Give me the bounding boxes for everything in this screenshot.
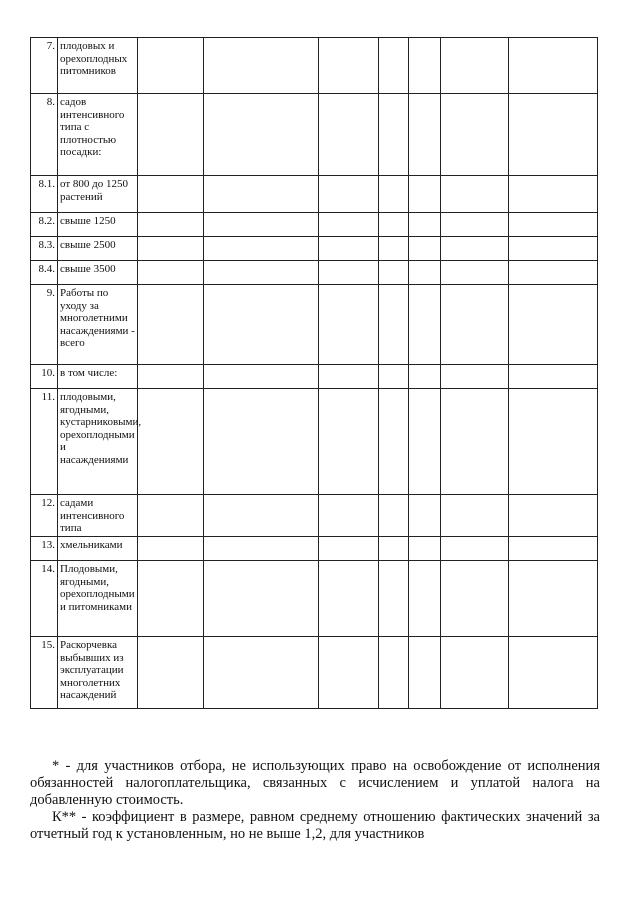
row-name: свыше 2500: [58, 237, 138, 261]
empty-cell: [379, 285, 409, 365]
empty-cell: [204, 637, 319, 709]
empty-cell: [409, 213, 441, 237]
footnotes: [30, 758, 600, 843]
row-number: 8.: [31, 94, 58, 176]
empty-cell: [204, 38, 319, 94]
empty-cell: [319, 537, 379, 561]
row-number: 12.: [31, 495, 58, 537]
empty-cell: [204, 261, 319, 285]
row-name: плодовых и орехоплодных питомников: [58, 38, 138, 94]
row-number: 11.: [31, 389, 58, 495]
empty-cell: [509, 561, 598, 637]
empty-cell: [509, 637, 598, 709]
empty-cell: [441, 365, 509, 389]
empty-cell: [409, 261, 441, 285]
empty-cell: [379, 94, 409, 176]
data-table: [30, 37, 598, 709]
empty-cell: [319, 285, 379, 365]
empty-cell: [441, 237, 509, 261]
empty-cell: [379, 389, 409, 495]
empty-cell: [379, 237, 409, 261]
empty-cell: [379, 637, 409, 709]
empty-cell: [409, 38, 441, 94]
empty-cell: [204, 285, 319, 365]
empty-cell: [509, 94, 598, 176]
row-name: Плодовыми, ягодными, орехоплодными и питомниками: [58, 561, 138, 637]
empty-cell: [379, 537, 409, 561]
empty-cell: [379, 38, 409, 94]
empty-cell: [138, 389, 204, 495]
empty-cell: [509, 38, 598, 94]
empty-cell: [509, 495, 598, 537]
empty-cell: [138, 537, 204, 561]
table-row: [31, 561, 598, 637]
empty-cell: [509, 237, 598, 261]
empty-cell: [409, 237, 441, 261]
empty-cell: [138, 261, 204, 285]
empty-cell: [509, 213, 598, 237]
empty-cell: [379, 213, 409, 237]
row-number: 8.1.: [31, 176, 58, 213]
empty-cell: [138, 38, 204, 94]
empty-cell: [509, 537, 598, 561]
empty-cell: [441, 94, 509, 176]
row-number: 8.2.: [31, 213, 58, 237]
table-row: [31, 495, 598, 537]
empty-cell: [409, 389, 441, 495]
table-row: [31, 38, 598, 94]
empty-cell: [319, 637, 379, 709]
row-name: от 800 до 1250 растений: [58, 176, 138, 213]
empty-cell: [441, 285, 509, 365]
row-name: свыше 1250: [58, 213, 138, 237]
empty-cell: [509, 365, 598, 389]
empty-cell: [204, 237, 319, 261]
empty-cell: [379, 495, 409, 537]
empty-cell: [509, 176, 598, 213]
empty-cell: [441, 261, 509, 285]
empty-cell: [379, 365, 409, 389]
empty-cell: [204, 94, 319, 176]
empty-cell: [441, 561, 509, 637]
row-name: свыше 3500: [58, 261, 138, 285]
empty-cell: [319, 213, 379, 237]
table-row: [31, 261, 598, 285]
table-row: [31, 637, 598, 709]
row-name: в том числе:: [58, 365, 138, 389]
row-number: 8.4.: [31, 261, 58, 285]
empty-cell: [138, 365, 204, 389]
empty-cell: [409, 176, 441, 213]
row-name: хмельниками: [58, 537, 138, 561]
empty-cell: [409, 537, 441, 561]
empty-cell: [204, 389, 319, 495]
row-number: 14.: [31, 561, 58, 637]
empty-cell: [138, 213, 204, 237]
row-number: 7.: [31, 38, 58, 94]
footnote-coefficient: К** - коэффициент в размере, равном среднему отношению фактических значений за отчетный год к установленным, но не выше 1,2, для участников: [30, 809, 600, 842]
empty-cell: [409, 285, 441, 365]
empty-cell: [409, 365, 441, 389]
empty-cell: [138, 176, 204, 213]
empty-cell: [379, 261, 409, 285]
empty-cell: [409, 495, 441, 537]
empty-cell: [138, 237, 204, 261]
empty-cell: [319, 495, 379, 537]
empty-cell: [204, 176, 319, 213]
empty-cell: [138, 637, 204, 709]
row-name: плодовыми, ягодными, кустарниковыми, орехоплодными и насаждениями: [58, 389, 138, 495]
row-number: 9.: [31, 285, 58, 365]
empty-cell: [319, 561, 379, 637]
row-name: Раскорчевка выбывших из эксплуатации многолетних насаждений: [58, 637, 138, 709]
empty-cell: [204, 561, 319, 637]
empty-cell: [138, 495, 204, 537]
empty-cell: [509, 261, 598, 285]
empty-cell: [319, 237, 379, 261]
empty-cell: [204, 365, 319, 389]
empty-cell: [319, 389, 379, 495]
empty-cell: [319, 176, 379, 213]
empty-cell: [204, 495, 319, 537]
empty-cell: [319, 94, 379, 176]
empty-cell: [441, 389, 509, 495]
empty-cell: [409, 637, 441, 709]
row-name: садов интенсивного типа с плотностью посадки:: [58, 94, 138, 176]
empty-cell: [204, 537, 319, 561]
row-name: Работы по уходу за многолетними насаждениями - всего: [58, 285, 138, 365]
empty-cell: [441, 537, 509, 561]
empty-cell: [509, 285, 598, 365]
empty-cell: [441, 213, 509, 237]
row-number: 15.: [31, 637, 58, 709]
empty-cell: [441, 637, 509, 709]
table-row: [31, 176, 598, 213]
empty-cell: [379, 561, 409, 637]
row-number: 10.: [31, 365, 58, 389]
empty-cell: [319, 38, 379, 94]
table-row: [31, 213, 598, 237]
empty-cell: [138, 285, 204, 365]
empty-cell: [138, 94, 204, 176]
table-row: [31, 94, 598, 176]
empty-cell: [409, 561, 441, 637]
row-number: 8.3.: [31, 237, 58, 261]
row-name: садами интенсивного типа: [58, 495, 138, 537]
footnote-vat: * - для участников отбора, не использующих право на освобождение от исполнения обязанностей налогоплательщика, связанных с исчислением и уплатой налога на добавленную стоимость.: [30, 758, 600, 808]
table-row: [31, 537, 598, 561]
empty-cell: [379, 176, 409, 213]
row-number: 13.: [31, 537, 58, 561]
table-row: [31, 365, 598, 389]
table-row: [31, 285, 598, 365]
empty-cell: [319, 261, 379, 285]
empty-cell: [204, 213, 319, 237]
table-row: [31, 237, 598, 261]
empty-cell: [509, 389, 598, 495]
empty-cell: [138, 561, 204, 637]
empty-cell: [441, 495, 509, 537]
table-row: [31, 389, 598, 495]
empty-cell: [319, 365, 379, 389]
empty-cell: [441, 38, 509, 94]
empty-cell: [409, 94, 441, 176]
empty-cell: [441, 176, 509, 213]
